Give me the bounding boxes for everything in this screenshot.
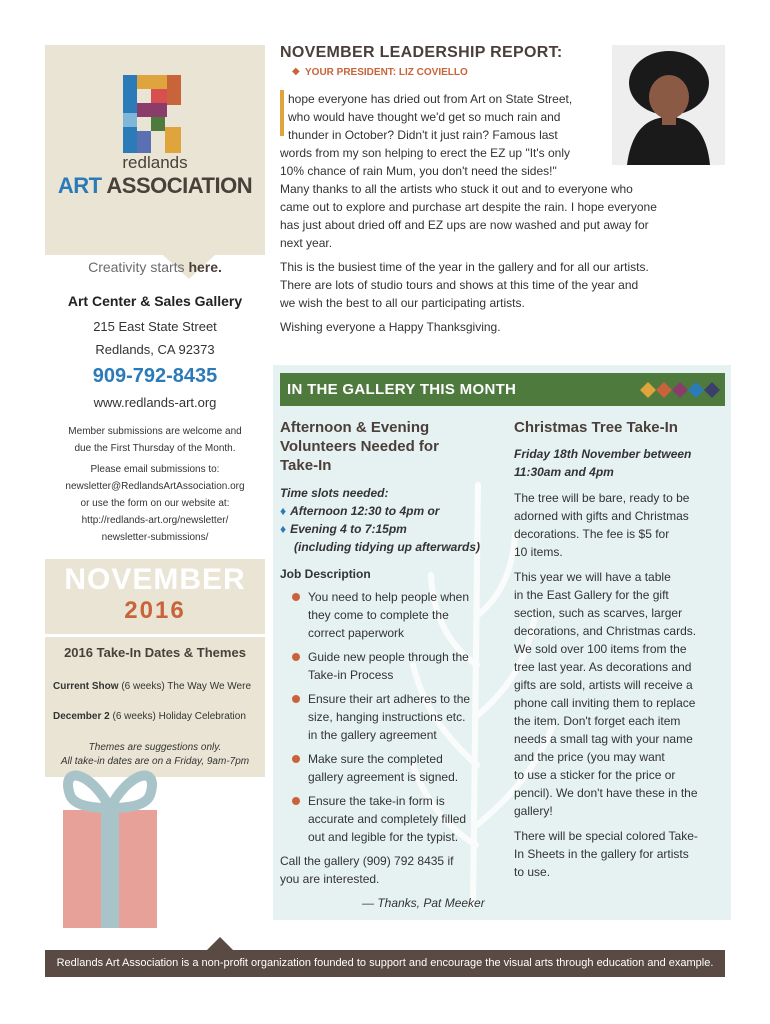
- text-line: gallery!: [514, 804, 553, 818]
- sidebar: [45, 45, 265, 767]
- text-line: The tree will be bare, ready to be: [514, 491, 690, 505]
- text-line: size, hanging instructions etc.: [308, 710, 466, 724]
- tagline-bold: here.: [188, 259, 222, 275]
- issue-month: NOVEMBER: [64, 563, 246, 596]
- take-in-date-row: [53, 711, 263, 722]
- christmas-tree-when: [514, 445, 691, 481]
- footer-tail: [206, 937, 234, 951]
- email-line-3: or use the form on our website at:: [80, 498, 230, 509]
- text-line: In Sheets in the gallery for artists: [514, 847, 689, 861]
- text-line: Ensure their art adheres to the: [308, 692, 471, 706]
- take-in-date-detail: (6 weeks) Holiday Celebration: [112, 711, 246, 722]
- report-subtitle: YOUR PRESIDENT: LIZ COVIELLO: [305, 67, 468, 78]
- time-slot-2: [280, 520, 407, 538]
- gift-box-icon: [55, 750, 165, 930]
- bullet-dot-icon: [292, 797, 300, 805]
- text-line: Many thanks to all the artists who stuck it out and to everyone who: [280, 182, 633, 196]
- report-paragraph-2: [280, 258, 649, 312]
- text-line: Friday 18th November between: [514, 447, 692, 461]
- text-line: correct paperwork: [308, 626, 405, 640]
- logo-title-rest: ASSOCIATION: [106, 173, 253, 198]
- text-line: decorations, and Christmas cards.: [514, 624, 697, 638]
- text-line: There are lots of studio tours and shows at this time of the year and: [280, 278, 639, 292]
- text-line: Make sure the completed: [308, 752, 443, 766]
- address-line-2: Redlands, CA 92373: [95, 342, 215, 357]
- text-line: and the price (you may want: [514, 750, 665, 764]
- list-item: [292, 588, 492, 642]
- text-line: Guide new people through the: [308, 650, 469, 664]
- text-line: You need to help people when: [308, 590, 470, 604]
- heading-line: Volunteers Needed for: [280, 438, 439, 455]
- signature: — Thanks, Pat Meeker: [362, 896, 485, 910]
- newsletter-url-link-cont[interactable]: newsletter-submissions/: [101, 532, 209, 543]
- christmas-tree-paragraph-3: [514, 827, 698, 881]
- heading-line: Take-In: [280, 457, 332, 474]
- text-line: decorations. The fee is $5 for: [514, 527, 670, 541]
- bullet-dot-icon: [292, 593, 300, 601]
- text-line: phone call inviting them to replace: [514, 696, 696, 710]
- diamond-bullet-icon: ♦: [280, 504, 287, 518]
- take-in-date-label: December 2: [53, 711, 110, 722]
- text-line: came out to explore and purchase art despite the rain. I hope everyone: [280, 200, 657, 214]
- list-item: [292, 690, 492, 744]
- text-line: hope everyone has dried out from Art on State Street,: [288, 92, 573, 106]
- text-line: We sold over 100 items from the: [514, 642, 687, 656]
- christmas-tree-paragraph-2: [514, 568, 698, 820]
- text-line: Ensure the take-in form is: [308, 794, 445, 808]
- text-line: in the East Gallery for the gift: [514, 588, 669, 602]
- bullet-dot-icon: [292, 755, 300, 763]
- text-line: Call the gallery (909) 792 8435 if: [280, 854, 454, 868]
- address-line-1: 215 East State Street: [93, 319, 217, 334]
- text-line: words from my son helping to erect the EZ up "It's only: [280, 146, 571, 160]
- take-in-dates-title: 2016 Take-In Dates & Themes: [64, 645, 246, 660]
- text-line: they come to complete the: [308, 608, 449, 622]
- text-line: gallery agreement is signed.: [308, 770, 459, 784]
- text-line: 11:30am and 4pm: [514, 465, 614, 479]
- text-line: who would have thought we'd get so much rain and: [288, 110, 561, 124]
- report-paragraph-3: Wishing everyone a Happy Thanksgiving.: [280, 320, 501, 334]
- time-slots-label: Time slots needed:: [280, 486, 389, 500]
- newsletter-url-link[interactable]: http://redlands-art.org/newsletter/: [81, 515, 229, 526]
- issue-date-box: [45, 559, 265, 634]
- take-in-date-detail: (6 weeks) The Way We Were: [121, 681, 252, 692]
- text-line: 10% chance of rain Mum, you don't need the sides!": [280, 164, 557, 178]
- text-line: Take-in Process: [308, 668, 394, 682]
- time-slot-1: [280, 502, 439, 520]
- email-submissions-note: [45, 461, 265, 546]
- report-paragraph-1: [288, 90, 572, 144]
- footer-text: Redlands Art Association is a non-profit organization founded to support and encourage the visual arts through education and example.: [56, 957, 714, 969]
- dates-note-1: Themes are suggestions only.: [88, 742, 222, 753]
- time-slot-2-note: (including tidying up afterwards): [294, 540, 480, 554]
- time-slot-2-text: Evening 4 to 7:15pm: [290, 522, 407, 536]
- member-line-2: due the First Thursday of the Month.: [74, 443, 236, 454]
- tagline: [45, 259, 265, 275]
- text-line: to use.: [514, 865, 551, 879]
- logo-box: [45, 45, 265, 255]
- text-line: next year.: [280, 236, 333, 250]
- diamond-row-icon: [640, 380, 720, 400]
- list-item: [292, 792, 492, 846]
- text-line: you are interested.: [280, 872, 380, 886]
- volunteers-heading: [280, 418, 439, 475]
- association-logo-icon: [121, 73, 183, 155]
- text-line: There will be special colored Take-: [514, 829, 698, 843]
- christmas-tree-heading: Christmas Tree Take-In: [514, 419, 678, 436]
- dates-note-2: All take-in dates are on a Friday, 9am-7pm: [60, 756, 250, 767]
- bullet-dot-icon: [292, 653, 300, 661]
- christmas-tree-paragraph-1: [514, 489, 689, 561]
- time-slot-1-text: Afternoon 12:30 to 4pm or: [290, 504, 440, 518]
- text-line: in the gallery agreement: [308, 728, 437, 742]
- drop-cap-bar: [280, 90, 284, 136]
- take-in-date-label: Current Show: [53, 681, 119, 692]
- text-line: adorned with gifts and Christmas: [514, 509, 689, 523]
- list-item: [292, 648, 492, 684]
- text-line: to use a sticker for the price or: [514, 768, 676, 782]
- text-line: This year we will have a table: [514, 570, 671, 584]
- member-line-1: Member submissions are welcome and: [68, 426, 242, 437]
- issue-year: 2016: [124, 597, 186, 624]
- logo-title-accent: ART: [57, 173, 102, 198]
- phone-number[interactable]: 909-792-8435: [92, 365, 218, 387]
- text-line: 10 items.: [514, 545, 563, 559]
- text-line: accurate and completely filled: [308, 812, 467, 826]
- text-line: pencil). We don't have these in the: [514, 786, 698, 800]
- report-title: NOVEMBER LEADERSHIP REPORT:: [280, 44, 563, 61]
- newsletter-email-link[interactable]: newsletter@RedlandsArtAssociation.org: [65, 481, 245, 492]
- text-line: needs a small tag with your name: [514, 732, 693, 746]
- gallery-panel-title: IN THE GALLERY THIS MONTH: [287, 381, 517, 398]
- tagline-plain: Creativity starts: [88, 259, 185, 275]
- text-line: tree last year. As decorations and: [514, 660, 692, 674]
- logo-title: [45, 173, 265, 199]
- take-in-date-row: [53, 681, 263, 692]
- call-gallery-text: [280, 852, 453, 888]
- bullet-dot-icon: [292, 695, 300, 703]
- text-line: out and legible for the typist.: [308, 830, 459, 844]
- diamond-icon: ◆: [292, 66, 300, 77]
- member-submissions-note: [45, 423, 265, 457]
- gallery-name: Art Center & Sales Gallery: [67, 293, 243, 309]
- logo-subtitle: redlands: [122, 153, 188, 172]
- text-line: the item. Don't forget each item: [514, 714, 681, 728]
- heading-line: Afternoon & Evening: [280, 419, 430, 436]
- text-line: gifts are sold, artists will receive a: [514, 678, 693, 692]
- diamond-bullet-icon: ♦: [280, 522, 287, 536]
- list-item: [292, 750, 492, 786]
- website-link[interactable]: www.redlands-art.org: [93, 395, 217, 410]
- text-line: we wish the best to all our participating artists.: [280, 296, 525, 310]
- report-paragraph-1-cont: [280, 144, 657, 252]
- job-description-label: Job Description: [280, 567, 371, 581]
- text-line: thunder in October? Didn't it just rain? Famous last: [288, 128, 558, 142]
- text-line: has just about dried off and EZ ups are now washed and put away for: [280, 218, 649, 232]
- text-line: This is the busiest time of the year in the gallery and for all our artists.: [280, 260, 649, 274]
- email-line-1: Please email submissions to:: [90, 464, 220, 475]
- text-line: section, such as scarves, larger: [514, 606, 683, 620]
